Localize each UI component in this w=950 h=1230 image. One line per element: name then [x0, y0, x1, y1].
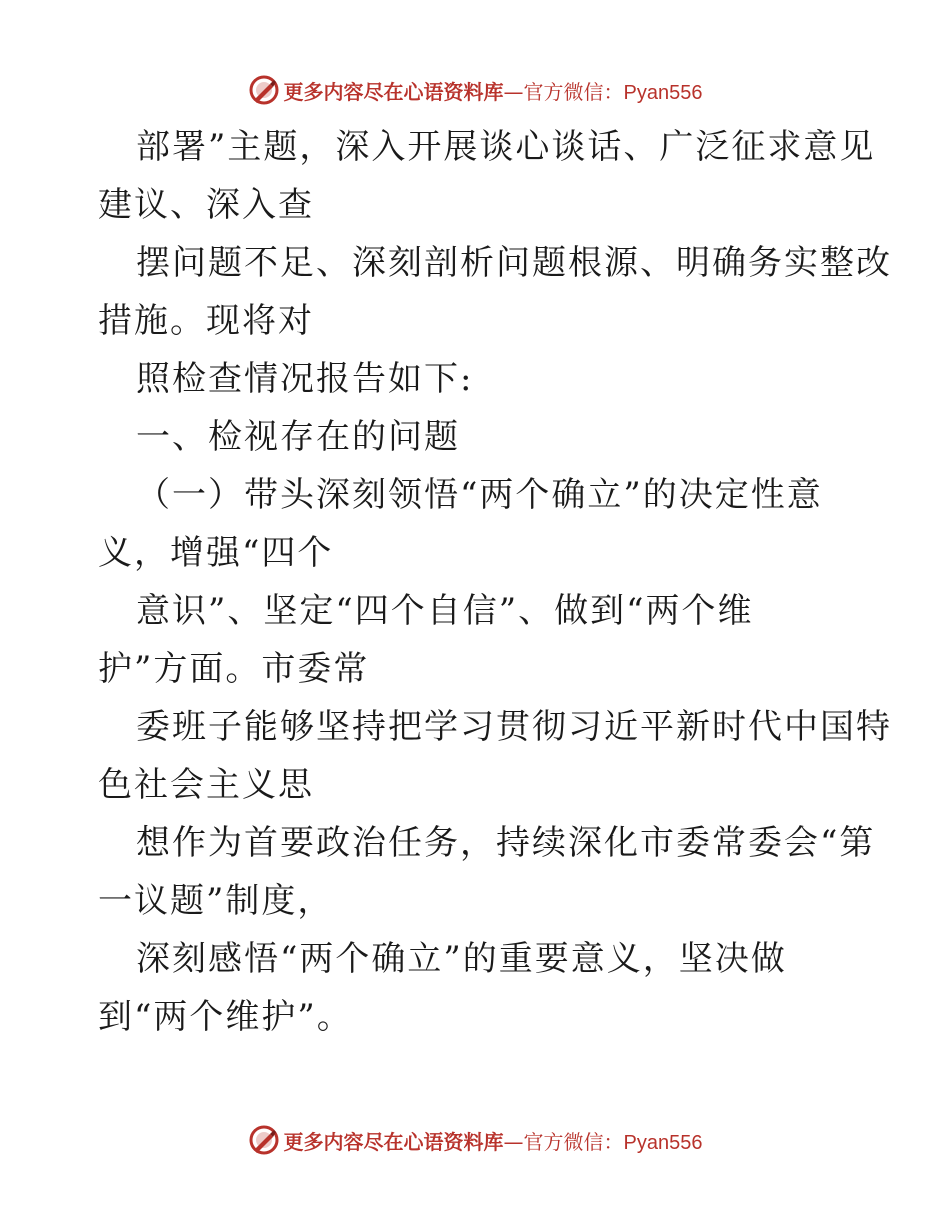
watermark-site-text: 更多内容尽在心语资料库	[283, 1129, 504, 1154]
paragraph-line: 部署”主题，深入开展谈心谈话、广泛征求意见	[136, 127, 876, 167]
paragraph-line: 摆问题不足、深刻剖析问题根源、明确务实整改	[136, 243, 892, 283]
paragraph-line: 护”方面。市委常	[98, 649, 370, 689]
paragraph-line: 深刻感悟“两个确立”的重要意义，坚决做	[136, 939, 787, 979]
footer-watermark	[0, 1120, 950, 1160]
paragraph-line: 意识”、坚定“四个自信”、做到“两个维	[136, 591, 754, 631]
header-watermark	[0, 70, 950, 110]
paragraph-line: 义，增强“四个	[98, 533, 334, 573]
subsection-heading: （一）带头深刻领悟“两个确立”的决定性意	[136, 475, 823, 515]
watermark-wechat-id: Pyan556	[623, 1131, 703, 1154]
watermark-dash: —	[503, 79, 524, 104]
watermark-wechat-label: 官方微信：	[523, 79, 624, 104]
paragraph-line: 想作为首要政治任务，持续深化市委常委会“第	[136, 823, 876, 863]
paragraph-line: 建议、深入查	[98, 185, 314, 225]
paragraph-line: 到“两个维护”。	[98, 997, 353, 1037]
paragraph-line: 照检查情况报告如下:	[136, 359, 474, 399]
watermark-site-text: 更多内容尽在心语资料库	[283, 79, 504, 104]
section-heading: 一、检视存在的问题	[136, 417, 460, 457]
paragraph-line: 色社会主义思	[98, 765, 314, 805]
watermark-text	[284, 76, 703, 105]
watermark-wechat-label: 官方微信：	[523, 1129, 624, 1154]
paragraph-line: 委班子能够坚持把学习贯彻习近平新时代中国特	[136, 707, 892, 747]
watermark-dash: —	[503, 1129, 524, 1154]
watermark-text	[284, 1126, 703, 1155]
paragraph-line: 措施。现将对	[98, 301, 314, 341]
pen-seal-logo-icon	[248, 1124, 280, 1156]
watermark-wechat-id: Pyan556	[623, 81, 703, 104]
pen-seal-logo-icon	[248, 74, 280, 106]
paragraph-line: 一议题”制度，	[98, 881, 334, 921]
